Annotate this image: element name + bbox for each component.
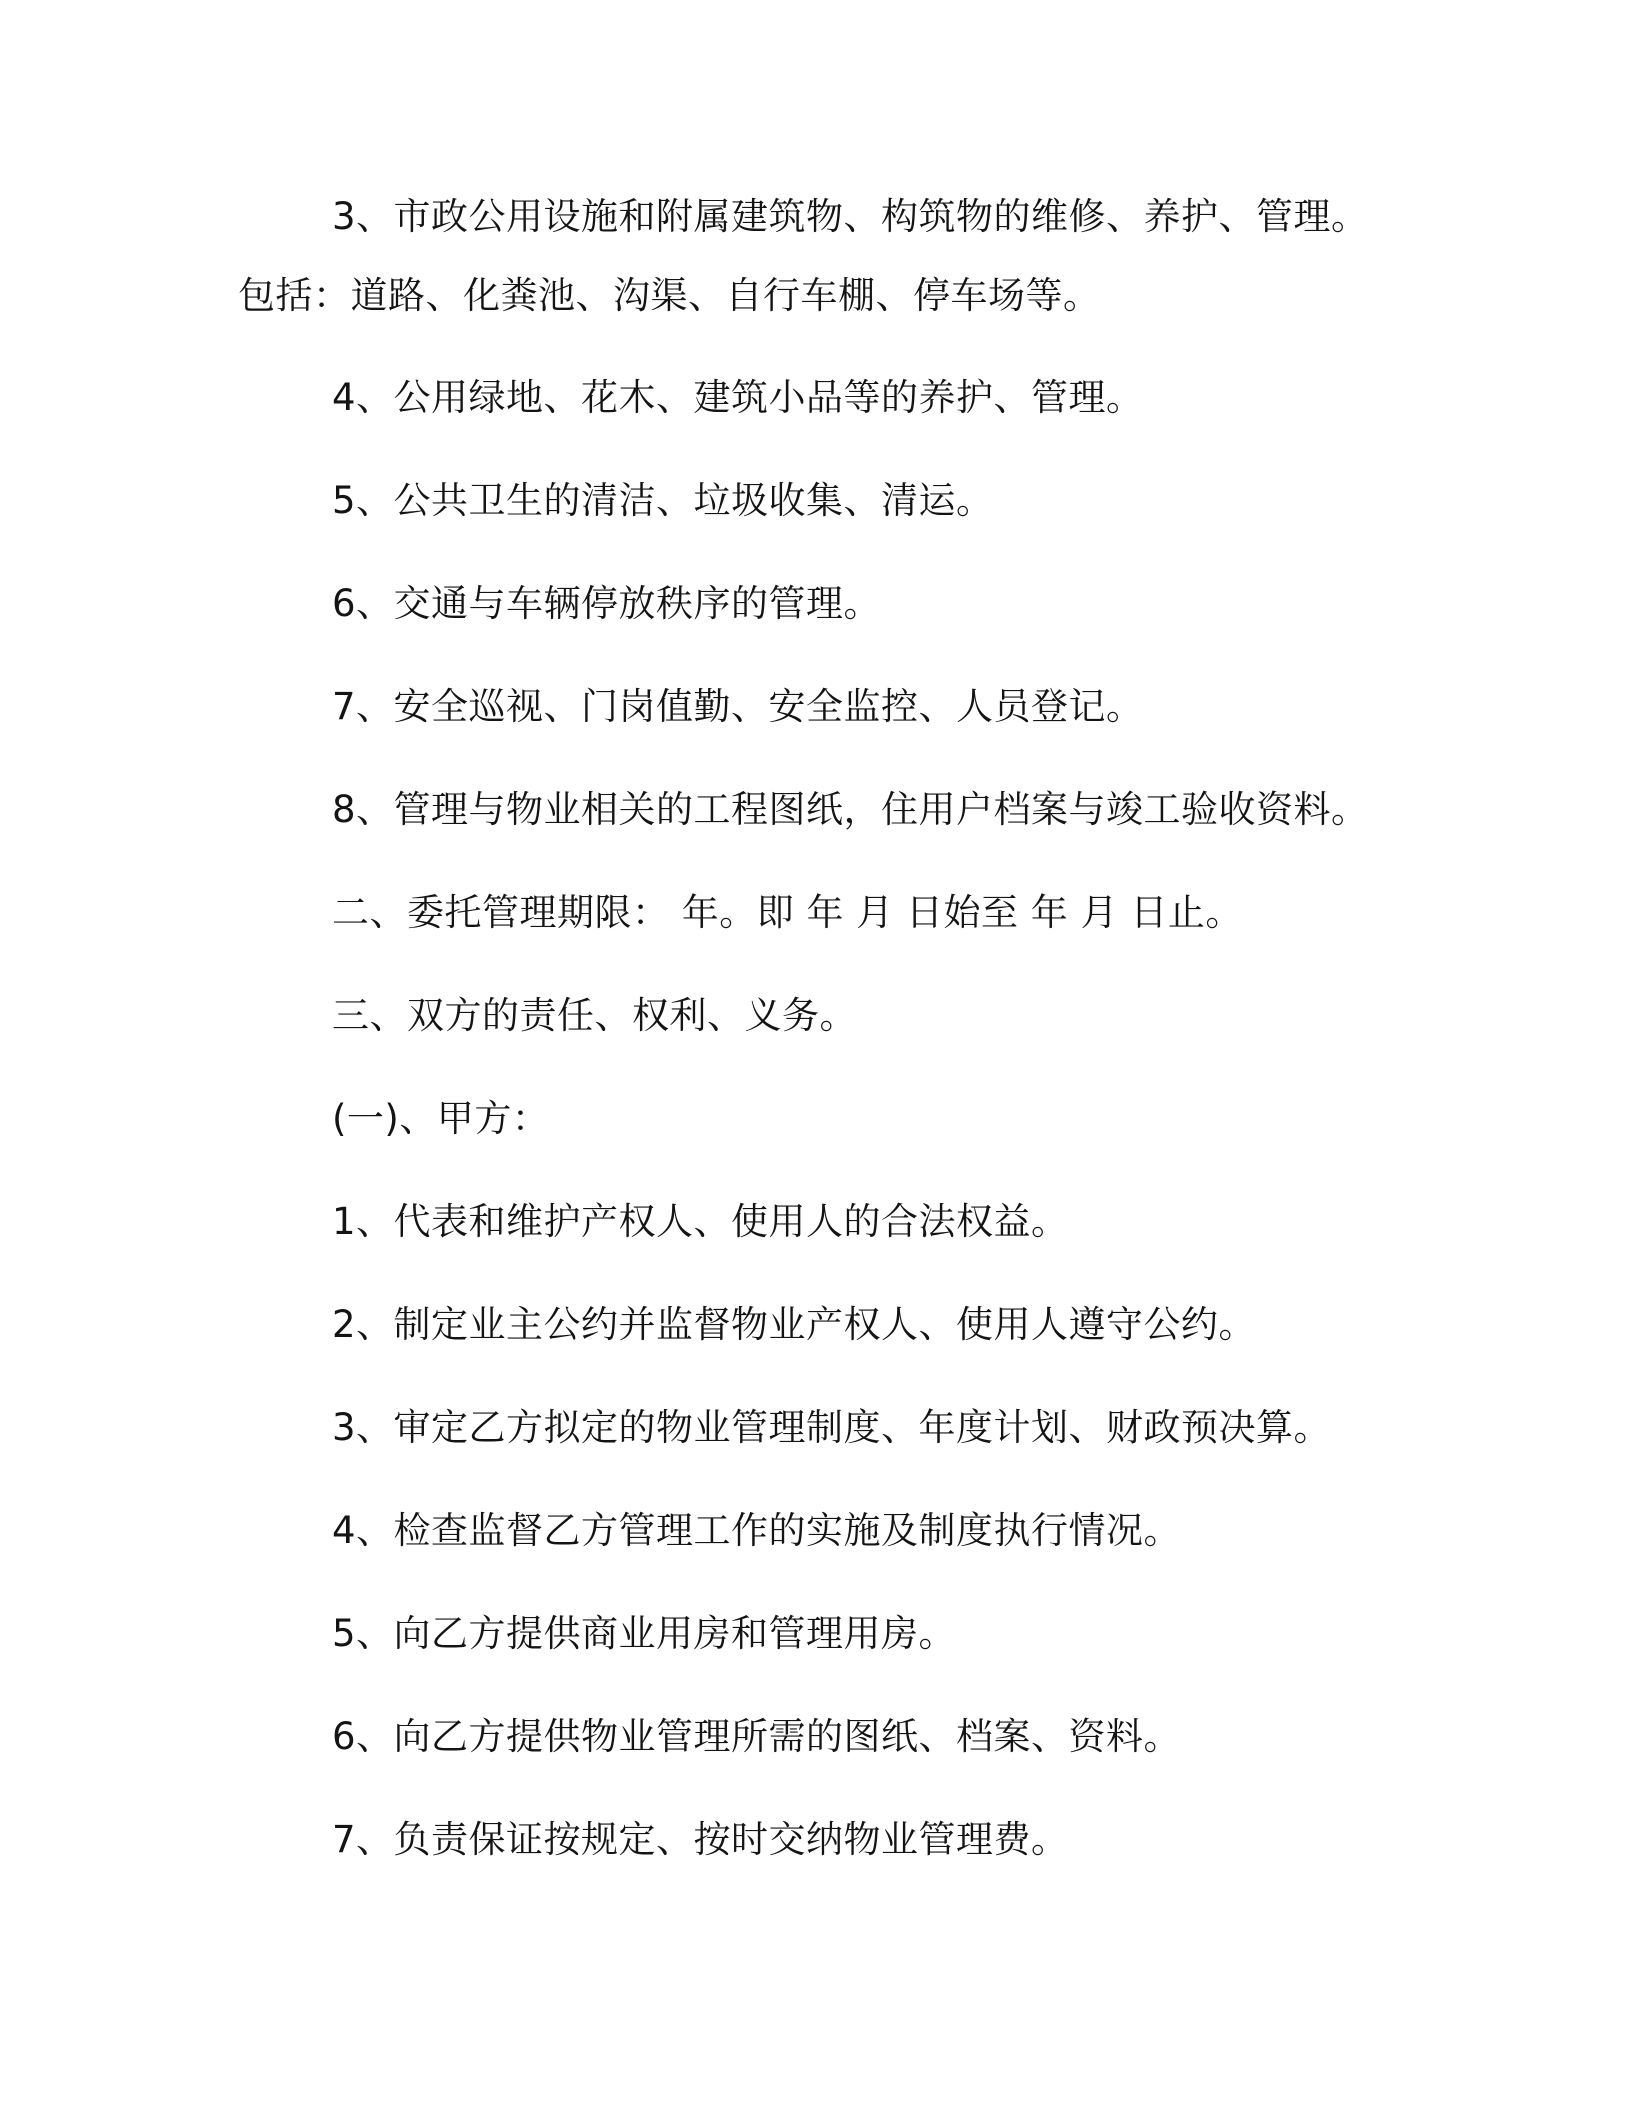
clause-3-continuation: 包括：道路、化粪池、沟渠、自行车棚、停车场等。 (238, 274, 1101, 317)
section-2-term: 二、委托管理期限： 年。即 年 月 日始至 年 月 日止。 (332, 891, 1243, 934)
party-a-item-7: 7、负责保证按规定、按时交纳物业管理费。 (332, 1818, 1069, 1861)
party-a-item-3: 3、审定乙方拟定的物业管理制度、年度计划、财政预决算。 (332, 1406, 1332, 1449)
party-a-item-2: 2、制定业主公约并监督物业产权人、使用人遵守公约。 (332, 1303, 1257, 1346)
section-3-heading: 三、双方的责任、权利、义务。 (332, 994, 857, 1037)
clause-4-greenery: 4、公用绿地、花木、建筑小品等的养护、管理。 (332, 376, 1144, 419)
clause-7-security: 7、安全巡视、门岗值勤、安全监控、人员登记。 (332, 685, 1144, 728)
party-a-item-1: 1、代表和维护产权人、使用人的合法权益。 (332, 1200, 1069, 1243)
clause-8-records: 8、管理与物业相关的工程图纸，住用户档案与竣工验收资料。 (332, 788, 1369, 831)
clause-6-traffic: 6、交通与车辆停放秩序的管理。 (332, 582, 882, 625)
clause-5-sanitation: 5、公共卫生的清洁、垃圾收集、清运。 (332, 479, 994, 522)
party-a-item-5: 5、向乙方提供商业用房和管理用房。 (332, 1612, 957, 1655)
party-a-item-6: 6、向乙方提供物业管理所需的图纸、档案、资料。 (332, 1715, 1182, 1758)
clause-3-facilities: 3、市政公用设施和附属建筑物、构筑物的维修、养护、管理。 (332, 195, 1369, 238)
party-a-item-4: 4、检查监督乙方管理工作的实施及制度执行情况。 (332, 1509, 1182, 1552)
party-a-heading: (一)、甲方： (332, 1097, 550, 1140)
